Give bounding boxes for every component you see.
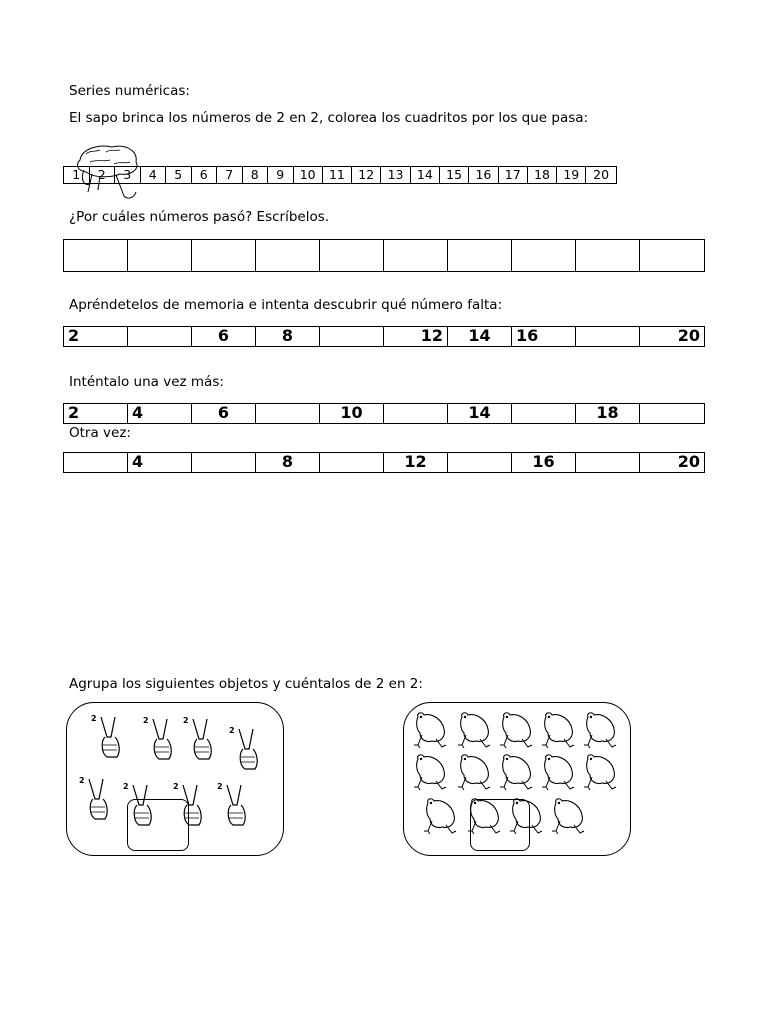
number-cell[interactable]: 8	[243, 167, 269, 183]
sequence-box[interactable]	[128, 327, 192, 346]
sequence-row-3	[63, 452, 705, 473]
number-cell[interactable]: 10	[294, 167, 323, 183]
frog-icon	[542, 755, 574, 790]
frog-icon	[458, 755, 490, 790]
number-strip	[63, 166, 617, 184]
sequence-box[interactable]: 8	[256, 327, 320, 346]
sequence-box[interactable]	[192, 453, 256, 472]
peace-hand-icon	[101, 717, 119, 757]
number-cell[interactable]: 9	[268, 167, 294, 183]
number-cell[interactable]: 1	[64, 167, 90, 183]
number-cell[interactable]: 3	[115, 167, 141, 183]
frog-icon	[500, 755, 532, 790]
sequence-box[interactable]	[256, 404, 320, 423]
page-title: Series numéricas:	[69, 83, 190, 99]
sequence-box[interactable]: 2	[64, 327, 128, 346]
instruction-memorize: Apréndetelos de memoria e intenta descubrir qué número falta:	[69, 297, 503, 313]
frog-icon	[458, 713, 490, 748]
number-cell[interactable]: 18	[528, 167, 557, 183]
frog-icon	[414, 755, 446, 790]
sequence-box[interactable]: 20	[677, 326, 700, 345]
number-cell[interactable]: 13	[381, 167, 410, 183]
sequence-box[interactable]	[448, 453, 512, 472]
number-cell[interactable]: 5	[166, 167, 192, 183]
sequence-box[interactable]: 12	[384, 453, 448, 472]
sequence-box[interactable]: 18	[576, 404, 640, 423]
sequence-box[interactable]: 4	[128, 453, 192, 472]
sequence-row-1	[63, 326, 705, 347]
sequence-box[interactable]: 16	[512, 327, 576, 346]
hand-count-label: 2	[91, 714, 97, 723]
sequence-box[interactable]: 16	[512, 453, 576, 472]
sequence-box[interactable]	[384, 404, 448, 423]
frog-icon	[500, 713, 532, 748]
frogs-panel	[403, 702, 631, 856]
number-cell[interactable]: 16	[469, 167, 498, 183]
sequence-box[interactable]: 4	[128, 404, 192, 423]
sequence-box[interactable]	[576, 327, 640, 346]
number-cell[interactable]: 20	[593, 167, 610, 182]
frog-icon	[414, 713, 446, 748]
number-cell[interactable]: 6	[192, 167, 218, 183]
answer-box[interactable]	[192, 240, 256, 271]
hand-count-label: 2	[183, 716, 189, 725]
peace-hand-icon	[193, 719, 211, 759]
sequence-box[interactable]: 6	[192, 404, 256, 423]
answer-box[interactable]	[320, 240, 384, 271]
frog-icon	[584, 713, 616, 748]
hands-panel	[66, 702, 284, 856]
sequence-box[interactable]	[320, 453, 384, 472]
answer-box[interactable]	[512, 240, 576, 271]
answer-box[interactable]	[384, 240, 448, 271]
hand-count-label: 2	[143, 716, 149, 725]
peace-hand-icon	[89, 779, 107, 819]
sequence-box[interactable]: 14	[448, 404, 512, 423]
sequence-box[interactable]: 8	[256, 453, 320, 472]
grouping-box[interactable]	[127, 799, 189, 851]
answer-box[interactable]	[640, 240, 704, 271]
peace-hand-icon	[239, 729, 257, 769]
answer-row-empty	[63, 239, 705, 272]
question-which-numbers: ¿Por cuáles números pasó? Escríbelos.	[69, 209, 330, 225]
frog-icon	[424, 799, 456, 834]
sequence-box[interactable]	[64, 453, 128, 472]
sequence-row-2	[63, 403, 705, 424]
answer-box[interactable]	[448, 240, 512, 271]
sequence-box[interactable]: 10	[320, 404, 384, 423]
answer-box[interactable]	[64, 240, 128, 271]
sequence-box[interactable]: 2	[64, 404, 128, 423]
number-cell[interactable]: 14	[411, 167, 440, 183]
frog-icon	[584, 755, 616, 790]
instruction-jump: El sapo brinca los números de 2 en 2, colorea los cuadritos por los que pasa:	[69, 110, 589, 126]
number-cell[interactable]: 12	[352, 167, 381, 183]
number-cell[interactable]: 15	[440, 167, 469, 183]
sequence-box[interactable]	[512, 404, 576, 423]
sequence-box[interactable]	[576, 453, 640, 472]
number-cell[interactable]: 11	[323, 167, 352, 183]
instruction-try-again: Inténtalo una vez más:	[69, 374, 224, 390]
peace-hand-icon	[227, 785, 245, 825]
instruction-once-more: Otra vez:	[69, 425, 131, 441]
hand-count-label: 2	[123, 782, 129, 791]
peace-hand-icon	[153, 719, 171, 759]
number-cell[interactable]: 4	[141, 167, 167, 183]
hand-count-label: 2	[79, 776, 85, 785]
sequence-box[interactable]: 20	[677, 452, 700, 471]
hand-count-label: 2	[229, 726, 235, 735]
hand-count-label: 2	[217, 782, 223, 791]
frog-icon	[552, 799, 584, 834]
instruction-group: Agrupa los siguientes objetos y cuéntalos de 2 en 2:	[69, 676, 423, 692]
grouping-box[interactable]	[470, 799, 530, 851]
answer-box[interactable]	[576, 240, 640, 271]
sequence-box[interactable]: 14	[448, 327, 512, 346]
hand-count-label: 2	[173, 782, 179, 791]
answer-box[interactable]	[256, 240, 320, 271]
sequence-box[interactable]: 6	[192, 327, 256, 346]
frog-icon	[542, 713, 574, 748]
sequence-box[interactable]: 12	[384, 327, 448, 346]
number-cell[interactable]: 7	[217, 167, 243, 183]
number-cell[interactable]: 2	[90, 167, 116, 183]
answer-box[interactable]	[128, 240, 192, 271]
sequence-box[interactable]	[320, 327, 384, 346]
number-cell[interactable]: 17	[499, 167, 528, 183]
number-cell[interactable]: 19	[557, 167, 586, 183]
sequence-box[interactable]	[640, 404, 704, 423]
